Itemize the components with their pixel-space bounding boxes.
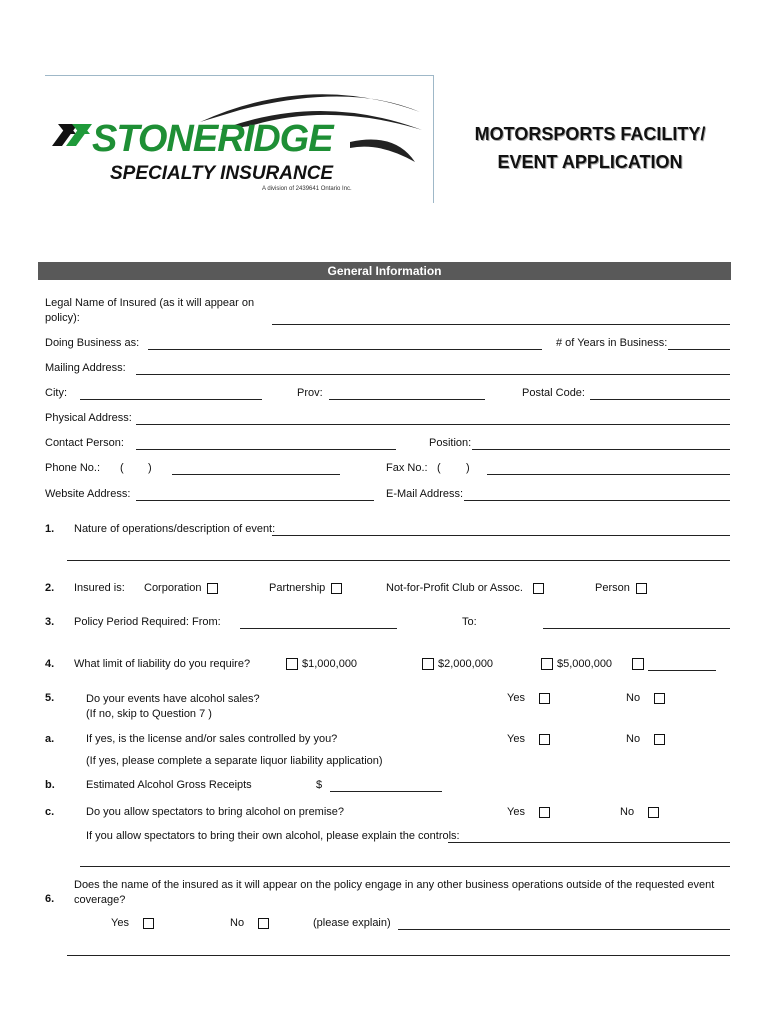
q5-yes-option[interactable]: Yes bbox=[507, 692, 550, 704]
city-label: City: bbox=[45, 387, 67, 399]
q6-explain-field[interactable] bbox=[398, 929, 730, 930]
q3-to-label: To: bbox=[462, 616, 477, 628]
limit-1m-checkbox[interactable] bbox=[286, 658, 298, 670]
mailing-address-field[interactable] bbox=[136, 374, 730, 375]
q5-label: Do your events have alcohol sales? (If no, skip to Question 7 ) bbox=[86, 693, 260, 720]
logo-tagline: A division of 2439641 Ontario Inc. bbox=[262, 186, 352, 192]
phone-paren-open: ( bbox=[120, 462, 124, 474]
fax-field[interactable] bbox=[487, 474, 730, 475]
limit-2m-checkbox[interactable] bbox=[422, 658, 434, 670]
doing-business-field[interactable] bbox=[148, 349, 542, 350]
q5a-yes-checkbox[interactable] bbox=[539, 734, 550, 745]
q3-label: Policy Period Required: From: bbox=[74, 616, 221, 628]
q5c-no-checkbox[interactable] bbox=[648, 807, 659, 818]
fax-paren-open: ( bbox=[437, 462, 441, 474]
q5c-yes-checkbox[interactable] bbox=[539, 807, 550, 818]
q2-partnership-option[interactable]: Partnership bbox=[269, 582, 342, 594]
q5c-no-option[interactable]: No bbox=[620, 806, 659, 818]
q6-label: Does the name of the insured as it will appear on the policy engage in any other business operations outside of the requested event coverage? bbox=[74, 879, 715, 906]
q1-field-2[interactable] bbox=[67, 560, 730, 561]
email-label: E-Mail Address: bbox=[386, 488, 464, 500]
q1-label: Nature of operations/description of event: bbox=[74, 523, 276, 535]
person-checkbox[interactable] bbox=[636, 583, 647, 594]
doing-business-label: Doing Business as: bbox=[45, 337, 140, 349]
q5c-explain-field-2[interactable] bbox=[80, 866, 730, 867]
corporation-checkbox[interactable] bbox=[207, 583, 218, 594]
q5a-no-option[interactable]: No bbox=[626, 733, 665, 745]
q5c-yes-option[interactable]: Yes bbox=[507, 806, 550, 818]
q6-yes-option[interactable]: Yes bbox=[111, 917, 154, 929]
q5b-label: Estimated Alcohol Gross Receipts bbox=[86, 779, 252, 791]
page-title bbox=[440, 120, 740, 176]
fax-paren-close: ) bbox=[466, 462, 470, 474]
q6-no-option[interactable]: No bbox=[230, 917, 269, 929]
q6-no-checkbox[interactable] bbox=[258, 918, 269, 929]
contact-person-label: Contact Person: bbox=[45, 437, 124, 449]
postal-code-field[interactable] bbox=[590, 399, 730, 400]
q5a-note: (If yes, please complete a separate liquor liability application) bbox=[86, 755, 383, 767]
q4-label: What limit of liability do you require? bbox=[74, 658, 251, 670]
section-header: General Information bbox=[38, 262, 731, 280]
legal-name-label: Legal Name of Insured (as it will appear on policy): bbox=[45, 297, 255, 324]
q4-number: 4. bbox=[45, 658, 55, 670]
q5b-dollar-sign: $ bbox=[316, 779, 323, 791]
q2-corporation-option[interactable]: Corporation bbox=[144, 582, 218, 594]
partnership-checkbox[interactable] bbox=[331, 583, 342, 594]
position-field[interactable] bbox=[472, 449, 730, 450]
q6-explain-label: (please explain) bbox=[313, 917, 391, 929]
q3-number: 3. bbox=[45, 616, 55, 628]
limit-other-field[interactable] bbox=[648, 670, 716, 671]
q1-number: 1. bbox=[45, 523, 55, 535]
nonprofit-checkbox[interactable] bbox=[533, 583, 544, 594]
q5a-yes-option[interactable]: Yes bbox=[507, 733, 550, 745]
q1-field[interactable] bbox=[272, 535, 730, 536]
logo-wordmark: STONERIDGE bbox=[92, 118, 333, 160]
fax-label: Fax No.: bbox=[386, 462, 428, 474]
q5a-number: a. bbox=[45, 733, 55, 745]
limit-5m-checkbox[interactable] bbox=[541, 658, 553, 670]
limit-5m-option[interactable]: $5,000,000 bbox=[541, 658, 612, 670]
website-field[interactable] bbox=[136, 500, 374, 501]
postal-code-label: Postal Code: bbox=[522, 387, 585, 399]
limit-other-checkbox[interactable] bbox=[632, 658, 644, 670]
q5c-number: c. bbox=[45, 806, 55, 818]
phone-paren-close: ) bbox=[148, 462, 152, 474]
website-label: Website Address: bbox=[45, 488, 131, 500]
legal-name-field[interactable] bbox=[272, 324, 730, 325]
alcohol-receipts-field[interactable] bbox=[330, 791, 442, 792]
q5a-no-checkbox[interactable] bbox=[654, 734, 665, 745]
logo-subtitle: SPECIALTY INSURANCE bbox=[110, 163, 334, 184]
email-field[interactable] bbox=[464, 500, 730, 501]
title-line-2: EVENT APPLICATION bbox=[497, 152, 683, 172]
q2-label: Insured is: bbox=[74, 582, 125, 594]
prov-label: Prov: bbox=[297, 387, 323, 399]
q2-person-option[interactable]: Person bbox=[595, 582, 647, 594]
limit-other-option[interactable] bbox=[632, 658, 648, 670]
years-in-business-label: # of Years in Business: bbox=[556, 337, 668, 349]
q6-explain-field-2[interactable] bbox=[67, 955, 730, 956]
physical-address-field[interactable] bbox=[136, 424, 730, 425]
contact-person-field[interactable] bbox=[136, 449, 396, 450]
mailing-address-label: Mailing Address: bbox=[45, 362, 126, 374]
policy-from-field[interactable] bbox=[240, 628, 397, 629]
q5-no-option[interactable]: No bbox=[626, 692, 665, 704]
limit-2m-option[interactable]: $2,000,000 bbox=[422, 658, 493, 670]
q5-number: 5. bbox=[45, 692, 55, 704]
title-line-1: MOTORSPORTS FACILITY/ bbox=[474, 124, 706, 144]
q2-number: 2. bbox=[45, 582, 55, 594]
policy-to-field[interactable] bbox=[543, 628, 730, 629]
physical-address-label: Physical Address: bbox=[45, 412, 132, 424]
position-label: Position: bbox=[429, 437, 472, 449]
q5a-label: If yes, is the license and/or sales controlled by you? bbox=[86, 733, 338, 745]
q5b-number: b. bbox=[45, 779, 55, 791]
q5-no-checkbox[interactable] bbox=[654, 693, 665, 704]
phone-field[interactable] bbox=[172, 474, 340, 475]
limit-1m-option[interactable]: $1,000,000 bbox=[286, 658, 357, 670]
q5c-explain-field[interactable] bbox=[448, 842, 730, 843]
phone-label: Phone No.: bbox=[45, 462, 101, 474]
years-in-business-field[interactable] bbox=[668, 349, 730, 350]
city-field[interactable] bbox=[80, 399, 262, 400]
q2-nonprofit-option[interactable]: Not-for-Profit Club or Assoc. bbox=[386, 582, 544, 594]
prov-field[interactable] bbox=[329, 399, 485, 400]
q5-yes-checkbox[interactable] bbox=[539, 693, 550, 704]
q6-yes-checkbox[interactable] bbox=[143, 918, 154, 929]
q6-number: 6. bbox=[45, 893, 55, 905]
q5c-label: Do you allow spectators to bring alcohol on premise? bbox=[86, 806, 345, 818]
q5c-explain-label: If you allow spectators to bring their own alcohol, please explain the controls: bbox=[86, 830, 460, 842]
